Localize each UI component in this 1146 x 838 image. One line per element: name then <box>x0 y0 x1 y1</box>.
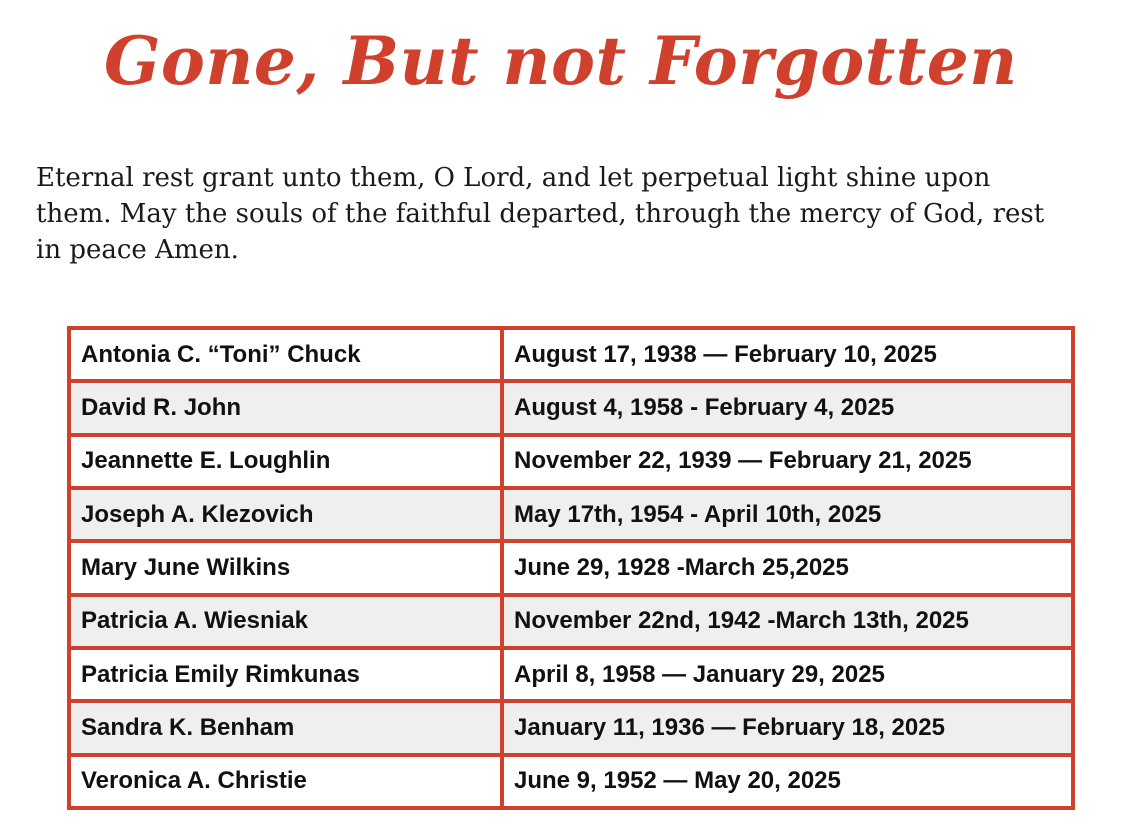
name-cell: Veronica A. Christie <box>71 755 502 806</box>
table-row <box>71 330 1071 381</box>
table-row <box>71 755 1071 806</box>
dates-cell: August 17, 1938 — February 10, 2025 <box>502 330 1071 381</box>
table-row <box>71 648 1071 701</box>
name-cell: Patricia A. Wiesniak <box>71 595 502 648</box>
name-cell: Mary June Wilkins <box>71 541 502 594</box>
dates-cell: June 9, 1952 — May 20, 2025 <box>502 755 1071 806</box>
name-cell: Jeannette E. Loughlin <box>71 435 502 488</box>
page-title: Gone, But not Forgotten <box>104 22 1018 100</box>
memorial-table <box>67 326 1075 810</box>
memorial-table-grid <box>71 330 1071 806</box>
table-row <box>71 595 1071 648</box>
name-cell: David R. John <box>71 381 502 434</box>
dates-cell: June 29, 1928 -March 25,2025 <box>502 541 1071 594</box>
name-cell: Antonia C. “Toni” Chuck <box>71 330 502 381</box>
table-row <box>71 701 1071 754</box>
dates-cell: August 4, 1958 - February 4, 2025 <box>502 381 1071 434</box>
table-row <box>71 381 1071 434</box>
dates-cell: November 22, 1939 — February 21, 2025 <box>502 435 1071 488</box>
name-cell: Joseph A. Klezovich <box>71 488 502 541</box>
table-row <box>71 488 1071 541</box>
dates-cell: January 11, 1936 — February 18, 2025 <box>502 701 1071 754</box>
table-row <box>71 541 1071 594</box>
dates-cell: May 17th, 1954 - April 10th, 2025 <box>502 488 1071 541</box>
dates-cell: November 22nd, 1942 -March 13th, 2025 <box>502 595 1071 648</box>
dates-cell: April 8, 1958 — January 29, 2025 <box>502 648 1071 701</box>
name-cell: Patricia Emily Rimkunas <box>71 648 502 701</box>
prayer-text: Eternal rest grant unto them, O Lord, and let perpetual light shine upon them. May the souls of the faithful departed, through the mercy of God, rest in peace Amen. <box>36 163 1045 265</box>
table-row <box>71 435 1071 488</box>
name-cell: Sandra K. Benham <box>71 701 502 754</box>
